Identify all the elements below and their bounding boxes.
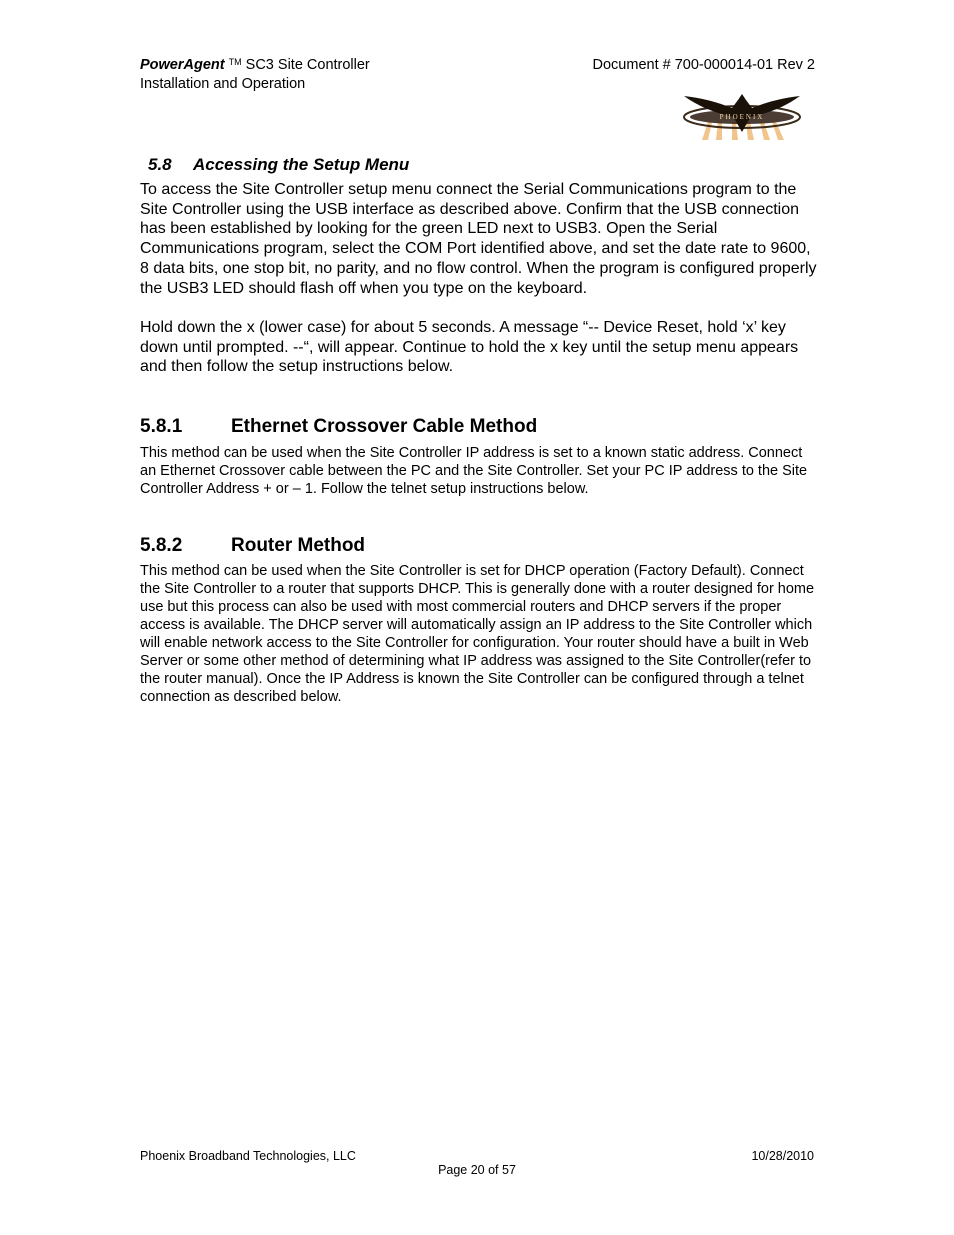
section-title: Router Method bbox=[231, 535, 366, 556]
section-heading-5-8-2 bbox=[140, 535, 365, 557]
router-paragraph: This method can be used when the Site Controller is set for DHCP operation (Factory Default). Connect the Site Controller to a router that supports DHCP. This is generally done with a router designed for home use but this process can also be used with most commercial routers and DHCP servers if the proper access is available. The DHCP server will automatically assign an IP address to the Site Controller which will enable network access to the Site Controller for configuration. Your router should have a built in Web Server or some other method of determining what IP address was assigned to the Site Controller(refer to the router manual). Once the IP Address is known the Site Controller can be configured through a telnet connection as described below. bbox=[140, 563, 815, 705]
setup-paragraph-1: To access the Site Controller setup menu connect the Serial Communications program to the Site Controller using the USB interface as described above. Confirm that the USB connection has been established by looking for the green LED next to USB3. Open the Serial Communications program, select the COM Port identified above, and set the date rate to 9600, 8 data bits, one stop bit, no parity, and no flow control. When the program is configured properly the USB3 LED should flash off when you type on the keyboard. bbox=[140, 181, 817, 297]
section-number: 5.8 bbox=[148, 155, 172, 174]
brand-name: PowerAgent bbox=[140, 57, 225, 73]
footer-company: Phoenix Broadband Technologies, LLC bbox=[140, 1149, 356, 1163]
svg-text:PHOENIX: PHOENIX bbox=[719, 113, 765, 121]
section-heading-5-8 bbox=[148, 155, 409, 175]
section-number: 5.8.1 bbox=[140, 416, 183, 437]
section-heading-5-8-1 bbox=[140, 416, 537, 438]
document-number: Document # 700-000014-01 Rev 2 bbox=[592, 57, 815, 73]
crossover-paragraph: This method can be used when the Site Controller IP address is set to a known static address. Connect an Ethernet Crossover cable between the PC and the Site Controller. Set your PC IP address to the Site Controller Address + or – 1. Follow the telnet setup instructions below. bbox=[140, 445, 808, 497]
section-number: 5.8.2 bbox=[140, 535, 183, 556]
setup-paragraph-2: Hold down the x (lower case) for about 5 seconds. A message “-- Device Reset, hold ‘x’ key down until prompted. --“, will appear. Continue to hold the x key until the setup menu appears and then follow the setup instructions below. bbox=[140, 319, 799, 376]
section-title: Accessing the Setup Menu bbox=[193, 155, 410, 174]
product-line bbox=[140, 56, 370, 75]
footer-date: 10/28/2010 bbox=[751, 1149, 814, 1163]
trademark-symbol: TM bbox=[228, 57, 242, 67]
document-header-left bbox=[140, 56, 370, 93]
document-subtitle: Installation and Operation bbox=[140, 76, 306, 92]
product-name: SC3 Site Controller bbox=[245, 57, 370, 73]
page-number: Page 20 of 57 bbox=[438, 1163, 516, 1177]
phoenix-logo bbox=[682, 92, 802, 142]
section-title: Ethernet Crossover Cable Method bbox=[231, 416, 538, 437]
